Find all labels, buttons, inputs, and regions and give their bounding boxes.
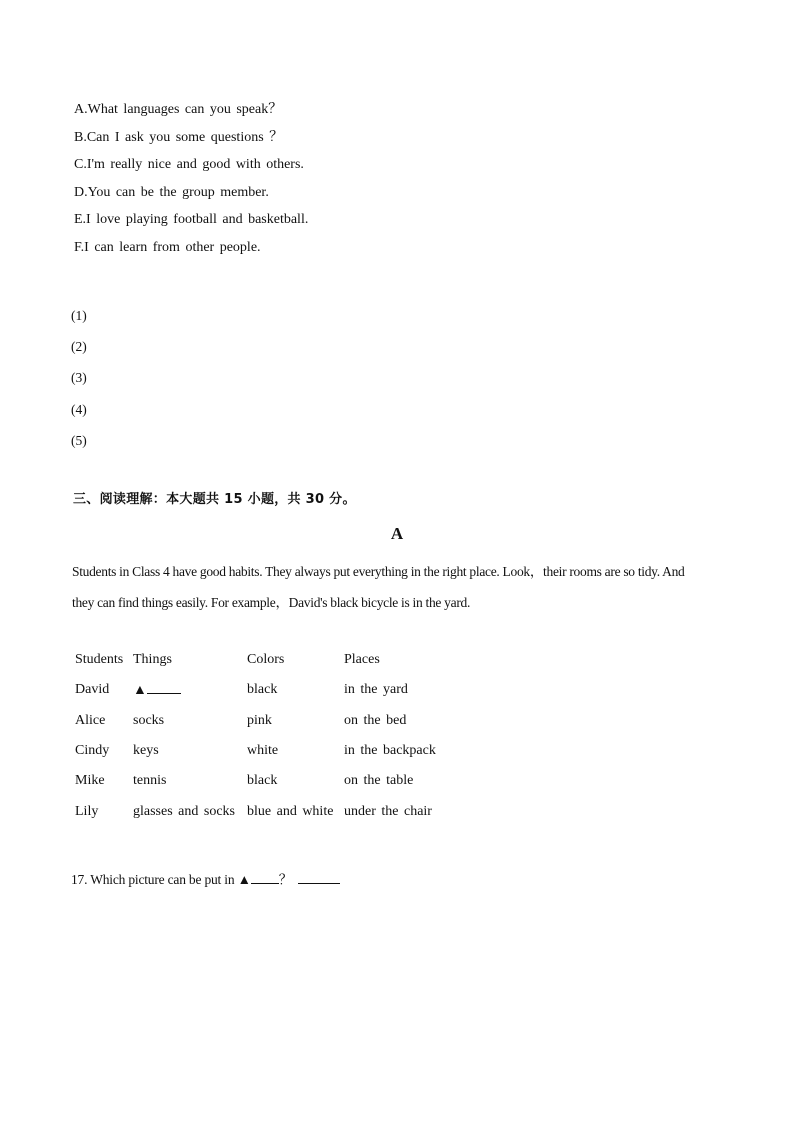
cell-thing: tennis <box>133 773 167 789</box>
triangle-marker: ▲ <box>133 683 147 699</box>
answer-blanks <box>71 300 87 456</box>
answer-blank[interactable] <box>298 871 340 884</box>
option-f: F.I can learn from other people. <box>74 239 261 255</box>
cell-student: Cindy <box>75 743 110 759</box>
answer-3: (3) <box>71 370 87 386</box>
cell-color: blue and white <box>247 803 334 819</box>
table-row <box>71 736 458 766</box>
question-17 <box>71 868 340 888</box>
question-text: 17. Which picture can be put in <box>71 872 238 887</box>
cell-thing: socks <box>133 712 165 728</box>
option-a: A.What languages can you speak？ <box>74 102 283 117</box>
header-students: Students <box>75 652 124 668</box>
header-things: Things <box>133 652 172 668</box>
option-e: E.I love playing football and basketball. <box>74 212 309 228</box>
cell-color: black <box>247 682 278 698</box>
cell-place: under the chair <box>344 803 432 819</box>
cell-place: in the backpack <box>344 743 436 759</box>
table-row <box>71 706 458 736</box>
answer-5: (5) <box>71 432 87 448</box>
cell-place: on the bed <box>344 712 407 728</box>
cell-color: white <box>247 743 279 759</box>
table-row <box>71 796 458 826</box>
table-row <box>71 766 458 796</box>
triangle-marker: ▲ <box>237 872 251 887</box>
table-row <box>71 675 458 705</box>
cell-place: in the yard <box>344 682 408 698</box>
header-colors: Colors <box>247 652 285 668</box>
option-d: D.You can be the group member. <box>74 184 269 200</box>
answer-2: (2) <box>71 339 87 355</box>
cell-place: on the table <box>344 773 414 789</box>
cell-color: pink <box>247 712 272 728</box>
cell-student: Alice <box>75 712 106 728</box>
option-b: B.Can I ask you some questions ？ <box>74 129 284 145</box>
cell-student: Mike <box>75 773 105 789</box>
answer-options <box>74 96 308 262</box>
section-heading: 三、阅读理解：本大题共 15 小题，共 30 分。 <box>73 492 356 507</box>
reading-passage: Students in Class 4 have good habits. They always put everything in the right place. Look，their rooms are so tidy. And they can find things easily. For example，David's black bicycle is in the yard. <box>72 564 685 610</box>
table-header-row <box>71 645 458 675</box>
cell-student: David <box>75 682 110 698</box>
cell-thing: glasses and socks <box>133 803 235 819</box>
question-mark: ？ <box>278 872 293 887</box>
answer-1: (1) <box>71 308 87 323</box>
fill-blank <box>147 681 181 694</box>
cell-thing <box>129 675 243 705</box>
cell-color: black <box>247 773 278 789</box>
answer-4: (4) <box>71 401 87 417</box>
cell-thing: keys <box>133 743 159 759</box>
cell-student: Lily <box>75 803 99 819</box>
header-places: Places <box>344 652 380 668</box>
option-c: C.I'm really nice and good with others. <box>74 157 304 173</box>
passage-title: A <box>390 524 404 543</box>
habits-table <box>71 645 458 827</box>
fill-blank <box>251 871 279 884</box>
